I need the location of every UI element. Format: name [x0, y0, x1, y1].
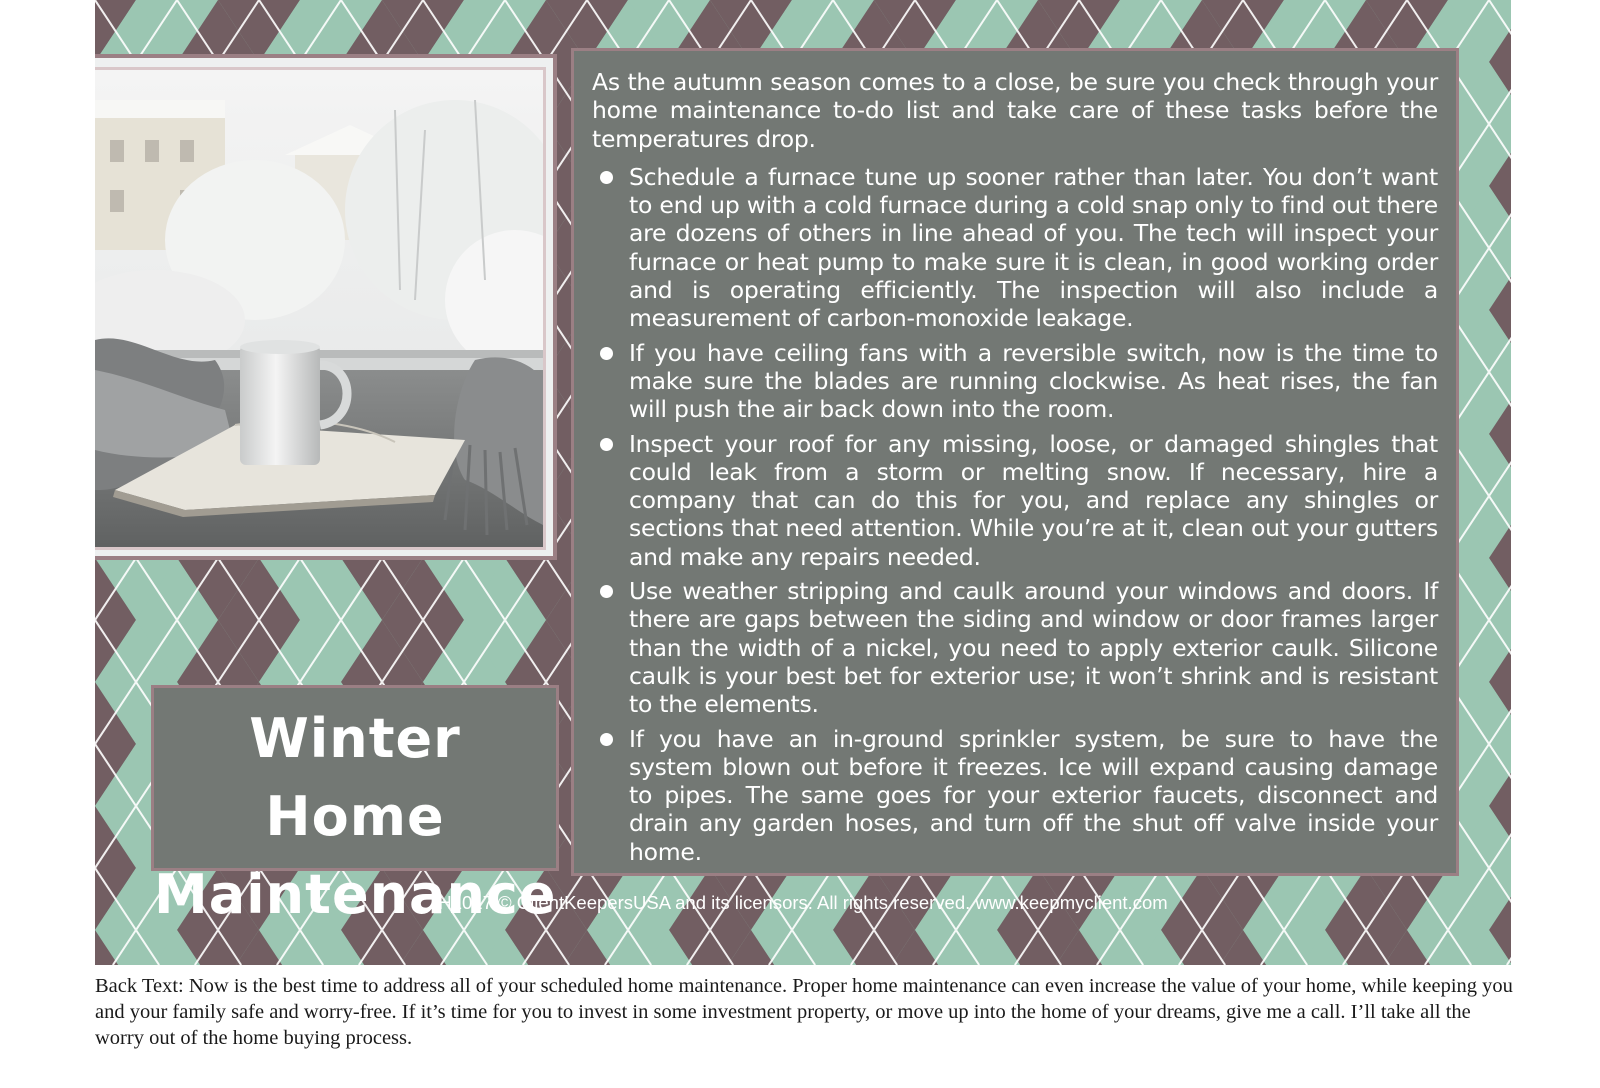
tip-text: If you have ceiling fans with a reversible switch, now is the time to make sure the blades are running clockwise. As heat rises, the fan will push the air back down into the room.: [629, 338, 1438, 424]
tip-text: If you have an in-ground sprinkler system, be sure to have the system blown out before it freezes. Ice will expand causing damage to pipes. The same goes for your exterior faucets, disconnect and drain any garden hoses, and turn off the shut off valve inside your home.: [629, 724, 1438, 866]
tip-text: Inspect your roof for any missing, loose, or damaged shingles that could leak from a storm or melting snow. If necessary, hire a company that can do this for you, and replace any shingles or sections that need attention. While you’re at it, clean out your gutters and make any repairs needed.: [629, 429, 1438, 571]
winter-window-mug-photo: [95, 70, 546, 550]
postcard-front: [95, 0, 1511, 965]
list-item: [592, 163, 1438, 333]
title-line-1: Winter Home: [249, 707, 461, 848]
list-item: [592, 339, 1438, 424]
copyright-notice: H1017 © ClientKeepersUSA and its licensors. All rights reserved. www.keepmyclient.com: [438, 892, 1168, 913]
tips-list: [592, 163, 1438, 866]
bullet-icon: [600, 585, 613, 598]
title-line-2: Maintenance: [154, 863, 557, 926]
list-item: [592, 430, 1438, 571]
photo-frame: [95, 54, 557, 560]
bullet-icon: [600, 171, 613, 184]
intro-paragraph: As the autumn season comes to a close, be sure you check through your home maintenance to-do list and take care of these tasks before the temperatures drop.: [592, 68, 1438, 153]
back-text: Back Text: Now is the best time to address all of your scheduled home maintenance. Proper home maintenance can even increase the value of your home, while keeping you and your family safe and worry-free. If it’s time for you to invest in some investment property, or move up into the home of your dreams, give me a call. I’ll take all the worry out of the home buying process.: [95, 975, 1513, 1049]
tip-text: Schedule a furnace tune up sooner rather than later. You don’t want to end up with a cold furnace during a cold snap only to find out there are dozens of others in line ahead of you. The tech will inspect your furnace or heat pump to make sure it is clean, in good working order and is operating efficiently. The inspection will also include a measurement of carbon-monoxide leakage.: [629, 162, 1438, 333]
list-item: [592, 725, 1438, 866]
bullet-icon: [600, 347, 613, 360]
tips-panel: [571, 48, 1459, 876]
title-box: [151, 685, 559, 926]
tip-text: Use weather stripping and caulk around your windows and doors. If there are gaps between the siding and window or door frames larger than the width of a nickel, you need to apply exterior caulk. Silicone caulk is your best bet for exterior use; it won’t shrink and is resistant to the elements.: [629, 577, 1438, 719]
bullet-icon: [600, 438, 613, 451]
list-item: [592, 577, 1438, 718]
bullet-icon: [600, 733, 613, 746]
